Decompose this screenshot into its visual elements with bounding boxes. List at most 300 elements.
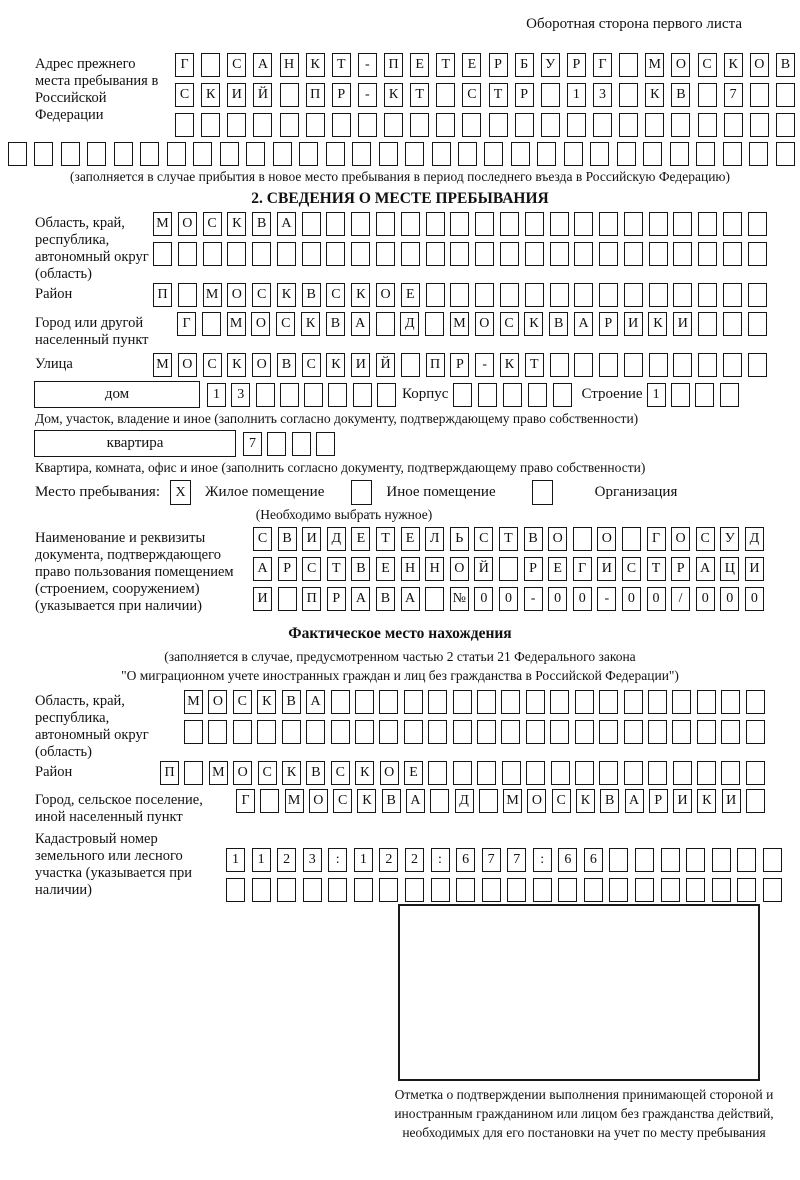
char-box[interactable]: : — [328, 848, 347, 872]
char-box[interactable]: С — [500, 312, 519, 336]
char-box[interactable]: И — [351, 353, 370, 377]
char-box[interactable] — [550, 720, 569, 744]
char-box[interactable] — [550, 242, 569, 266]
char-box[interactable]: И — [253, 587, 272, 611]
char-box[interactable] — [672, 690, 691, 714]
char-box[interactable]: М — [184, 690, 203, 714]
char-box[interactable]: С — [622, 557, 641, 581]
char-box[interactable] — [624, 283, 643, 307]
char-box[interactable] — [450, 212, 469, 236]
char-box[interactable] — [721, 720, 740, 744]
char-box[interactable] — [273, 142, 292, 166]
char-box[interactable]: В — [524, 527, 543, 551]
char-box[interactable]: Г — [573, 557, 592, 581]
char-box[interactable]: И — [597, 557, 616, 581]
char-box[interactable] — [256, 383, 275, 407]
char-box[interactable] — [376, 212, 395, 236]
char-box[interactable]: Т — [525, 353, 544, 377]
char-box[interactable]: К — [697, 789, 716, 813]
char-box[interactable]: К — [351, 283, 370, 307]
char-box[interactable] — [622, 527, 641, 551]
char-box[interactable]: Р — [599, 312, 618, 336]
char-box[interactable] — [140, 142, 159, 166]
char-box[interactable] — [203, 242, 222, 266]
char-box[interactable] — [299, 142, 318, 166]
char-box[interactable]: Р — [489, 53, 508, 77]
char-box[interactable] — [277, 242, 296, 266]
char-box[interactable]: - — [358, 53, 377, 77]
char-box[interactable] — [723, 283, 742, 307]
char-box[interactable] — [686, 878, 705, 902]
char-box[interactable]: Т — [327, 557, 346, 581]
char-box[interactable]: С — [227, 53, 246, 77]
char-box[interactable]: 0 — [548, 587, 567, 611]
char-box[interactable]: Г — [175, 53, 194, 77]
char-box[interactable]: 1 — [354, 848, 373, 872]
char-box[interactable] — [712, 878, 731, 902]
char-box[interactable]: А — [253, 557, 272, 581]
char-box[interactable] — [525, 212, 544, 236]
char-box[interactable]: Ц — [720, 557, 739, 581]
char-box[interactable] — [624, 690, 643, 714]
char-box[interactable]: / — [671, 587, 690, 611]
char-box[interactable] — [619, 53, 638, 77]
char-box[interactable]: В — [302, 283, 321, 307]
char-box[interactable] — [673, 283, 692, 307]
char-box[interactable] — [233, 720, 252, 744]
char-box[interactable] — [280, 113, 299, 137]
char-box[interactable] — [661, 878, 680, 902]
char-box[interactable] — [302, 212, 321, 236]
char-box[interactable]: О — [233, 761, 252, 785]
char-box[interactable] — [541, 83, 560, 107]
char-box[interactable]: В — [671, 83, 690, 107]
char-box[interactable] — [226, 878, 245, 902]
char-box[interactable]: Т — [376, 527, 395, 551]
char-box[interactable] — [619, 83, 638, 107]
char-box[interactable] — [227, 242, 246, 266]
char-box[interactable]: 2 — [405, 848, 424, 872]
char-box[interactable] — [776, 142, 795, 166]
char-box[interactable] — [550, 353, 569, 377]
char-box[interactable]: А — [306, 690, 325, 714]
char-box[interactable] — [502, 761, 521, 785]
char-box[interactable] — [645, 113, 664, 137]
char-box[interactable] — [477, 761, 496, 785]
char-box[interactable] — [167, 142, 186, 166]
char-box[interactable]: 0 — [499, 587, 518, 611]
char-box[interactable]: - — [524, 587, 543, 611]
char-box[interactable] — [723, 312, 742, 336]
char-box[interactable] — [425, 312, 444, 336]
char-box[interactable] — [428, 720, 447, 744]
char-box[interactable] — [489, 113, 508, 137]
char-box[interactable] — [720, 383, 739, 407]
char-box[interactable] — [404, 720, 423, 744]
char-box[interactable]: : — [431, 848, 450, 872]
char-box[interactable] — [260, 789, 279, 813]
char-box[interactable]: 1 — [226, 848, 245, 872]
char-box[interactable]: С — [698, 53, 717, 77]
char-box[interactable] — [477, 720, 496, 744]
char-box[interactable]: Т — [489, 83, 508, 107]
char-box[interactable]: И — [302, 527, 321, 551]
char-box[interactable]: М — [285, 789, 304, 813]
char-box[interactable] — [278, 587, 297, 611]
char-box[interactable]: 0 — [573, 587, 592, 611]
char-box[interactable]: Г — [177, 312, 196, 336]
char-box[interactable] — [624, 353, 643, 377]
char-box[interactable]: Т — [647, 557, 666, 581]
char-box[interactable] — [184, 761, 203, 785]
char-box[interactable] — [175, 113, 194, 137]
char-box[interactable]: К — [500, 353, 519, 377]
char-box[interactable]: П — [384, 53, 403, 77]
checkbox-inoe[interactable] — [351, 480, 372, 505]
char-box[interactable] — [648, 690, 667, 714]
char-box[interactable]: А — [625, 789, 644, 813]
char-box[interactable]: Р — [515, 83, 534, 107]
char-box[interactable] — [482, 878, 501, 902]
char-box[interactable]: Е — [401, 283, 420, 307]
char-box[interactable] — [303, 878, 322, 902]
char-box[interactable]: С — [258, 761, 277, 785]
char-box[interactable] — [698, 212, 717, 236]
char-box[interactable]: К — [645, 83, 664, 107]
char-box[interactable]: К — [648, 312, 667, 336]
char-box[interactable] — [431, 878, 450, 902]
char-box[interactable]: 0 — [745, 587, 764, 611]
char-box[interactable] — [450, 242, 469, 266]
char-box[interactable] — [697, 690, 716, 714]
char-box[interactable] — [267, 432, 286, 456]
char-box[interactable] — [723, 142, 742, 166]
char-box[interactable]: О — [671, 527, 690, 551]
char-box[interactable] — [553, 383, 572, 407]
char-box[interactable] — [428, 690, 447, 714]
char-box[interactable] — [475, 242, 494, 266]
checkbox-organizatsiya[interactable] — [532, 480, 553, 505]
char-box[interactable] — [292, 432, 311, 456]
char-box[interactable] — [619, 113, 638, 137]
char-box[interactable] — [477, 690, 496, 714]
char-box[interactable]: 2 — [379, 848, 398, 872]
char-box[interactable]: М — [227, 312, 246, 336]
char-box[interactable]: О — [252, 353, 271, 377]
char-box[interactable]: О — [227, 283, 246, 307]
char-box[interactable]: М — [450, 312, 469, 336]
char-box[interactable] — [499, 557, 518, 581]
char-box[interactable]: 7 — [507, 848, 526, 872]
char-box[interactable]: М — [153, 212, 172, 236]
char-box[interactable] — [648, 761, 667, 785]
char-box[interactable]: К — [301, 312, 320, 336]
char-box[interactable] — [405, 142, 424, 166]
char-box[interactable] — [746, 690, 765, 714]
char-box[interactable]: 6 — [456, 848, 475, 872]
char-box[interactable] — [379, 720, 398, 744]
char-box[interactable] — [404, 690, 423, 714]
char-box[interactable]: Т — [332, 53, 351, 77]
char-box[interactable] — [746, 761, 765, 785]
char-box[interactable] — [643, 142, 662, 166]
char-box[interactable] — [737, 848, 756, 872]
char-box[interactable] — [193, 142, 212, 166]
char-box[interactable]: К — [724, 53, 743, 77]
char-box[interactable] — [377, 383, 396, 407]
char-box[interactable]: Г — [236, 789, 255, 813]
char-box[interactable] — [304, 383, 323, 407]
char-box[interactable]: С — [175, 83, 194, 107]
char-box[interactable]: 0 — [696, 587, 715, 611]
char-box[interactable] — [776, 83, 795, 107]
char-box[interactable]: 2 — [277, 848, 296, 872]
char-box[interactable]: Т — [499, 527, 518, 551]
char-box[interactable] — [475, 212, 494, 236]
char-box[interactable]: О — [475, 312, 494, 336]
char-box[interactable] — [599, 353, 618, 377]
char-box[interactable]: К — [524, 312, 543, 336]
char-box[interactable]: 1 — [252, 848, 271, 872]
char-box[interactable] — [384, 113, 403, 137]
char-box[interactable]: Р — [671, 557, 690, 581]
char-box[interactable]: Н — [425, 557, 444, 581]
char-box[interactable] — [748, 353, 767, 377]
char-box[interactable] — [526, 761, 545, 785]
char-box[interactable]: М — [209, 761, 228, 785]
char-box[interactable] — [635, 848, 654, 872]
char-box[interactable]: Д — [327, 527, 346, 551]
char-box[interactable]: Д — [455, 789, 474, 813]
char-box[interactable]: Н — [401, 557, 420, 581]
char-box[interactable]: Р — [450, 353, 469, 377]
char-box[interactable] — [405, 878, 424, 902]
char-box[interactable] — [649, 353, 668, 377]
char-box[interactable]: К — [306, 53, 325, 77]
char-box[interactable] — [326, 212, 345, 236]
char-box[interactable] — [746, 789, 765, 813]
char-box[interactable] — [500, 242, 519, 266]
char-box[interactable] — [526, 690, 545, 714]
char-box[interactable]: О — [597, 527, 616, 551]
char-box[interactable] — [34, 142, 53, 166]
char-box[interactable] — [673, 242, 692, 266]
char-box[interactable] — [648, 720, 667, 744]
char-box[interactable]: 7 — [482, 848, 501, 872]
char-box[interactable]: К — [227, 212, 246, 236]
char-box[interactable] — [227, 113, 246, 137]
char-box[interactable]: С — [696, 527, 715, 551]
char-box[interactable]: К — [326, 353, 345, 377]
char-box[interactable] — [331, 720, 350, 744]
char-box[interactable]: С — [203, 212, 222, 236]
char-box[interactable] — [306, 720, 325, 744]
char-box[interactable] — [332, 113, 351, 137]
char-box[interactable] — [87, 142, 106, 166]
char-box[interactable] — [376, 242, 395, 266]
char-box[interactable]: Й — [253, 83, 272, 107]
char-box[interactable] — [302, 242, 321, 266]
char-box[interactable] — [316, 432, 335, 456]
char-box[interactable]: А — [574, 312, 593, 336]
char-box[interactable]: О — [251, 312, 270, 336]
char-box[interactable] — [763, 878, 782, 902]
char-box[interactable] — [501, 690, 520, 714]
char-box[interactable] — [355, 720, 374, 744]
char-box[interactable] — [537, 142, 556, 166]
char-box[interactable] — [500, 212, 519, 236]
char-box[interactable]: К — [355, 761, 374, 785]
char-box[interactable]: 0 — [622, 587, 641, 611]
char-box[interactable] — [599, 761, 618, 785]
char-box[interactable] — [593, 113, 612, 137]
house-type-box[interactable]: дом — [34, 381, 200, 408]
char-box[interactable] — [379, 878, 398, 902]
char-box[interactable] — [550, 212, 569, 236]
apartment-type-box[interactable]: квартира — [34, 430, 236, 457]
char-box[interactable]: Д — [400, 312, 419, 336]
char-box[interactable] — [574, 242, 593, 266]
char-box[interactable] — [208, 720, 227, 744]
char-box[interactable] — [306, 113, 325, 137]
char-box[interactable]: Р — [327, 587, 346, 611]
char-box[interactable]: Е — [404, 761, 423, 785]
char-box[interactable] — [661, 848, 680, 872]
char-box[interactable] — [599, 242, 618, 266]
char-box[interactable] — [649, 212, 668, 236]
char-box[interactable]: 7 — [243, 432, 262, 456]
char-box[interactable] — [670, 142, 689, 166]
char-box[interactable] — [649, 242, 668, 266]
char-box[interactable] — [428, 761, 447, 785]
char-box[interactable] — [253, 113, 272, 137]
char-box[interactable]: Р — [524, 557, 543, 581]
char-box[interactable]: К — [357, 789, 376, 813]
char-box[interactable] — [525, 242, 544, 266]
char-box[interactable]: В — [376, 587, 395, 611]
char-box[interactable] — [184, 720, 203, 744]
char-box[interactable]: 1 — [567, 83, 586, 107]
char-box[interactable]: 6 — [584, 848, 603, 872]
char-box[interactable] — [515, 113, 534, 137]
char-box[interactable] — [550, 690, 569, 714]
char-box[interactable] — [763, 848, 782, 872]
char-box[interactable] — [280, 83, 299, 107]
char-box[interactable]: А — [277, 212, 296, 236]
checkbox-zhiloe[interactable]: X — [170, 480, 191, 505]
char-box[interactable] — [501, 720, 520, 744]
char-box[interactable] — [507, 878, 526, 902]
char-box[interactable] — [525, 283, 544, 307]
char-box[interactable]: К — [384, 83, 403, 107]
char-box[interactable] — [436, 113, 455, 137]
char-box[interactable]: У — [720, 527, 739, 551]
char-box[interactable] — [178, 242, 197, 266]
char-box[interactable] — [737, 878, 756, 902]
char-box[interactable]: Е — [462, 53, 481, 77]
char-box[interactable]: Р — [278, 557, 297, 581]
char-box[interactable]: К — [576, 789, 595, 813]
char-box[interactable] — [599, 690, 618, 714]
char-box[interactable]: М — [503, 789, 522, 813]
char-box[interactable]: А — [351, 587, 370, 611]
char-box[interactable]: Е — [548, 557, 567, 581]
char-box[interactable] — [748, 283, 767, 307]
char-box[interactable]: С — [253, 527, 272, 551]
char-box[interactable] — [617, 142, 636, 166]
char-box[interactable] — [475, 283, 494, 307]
char-box[interactable]: 0 — [474, 587, 493, 611]
char-box[interactable] — [282, 720, 301, 744]
char-box[interactable]: И — [745, 557, 764, 581]
char-box[interactable] — [425, 587, 444, 611]
char-box[interactable] — [696, 142, 715, 166]
char-box[interactable]: - — [475, 353, 494, 377]
char-box[interactable] — [723, 242, 742, 266]
char-box[interactable] — [724, 113, 743, 137]
char-box[interactable] — [686, 848, 705, 872]
char-box[interactable]: К — [257, 690, 276, 714]
char-box[interactable]: О — [671, 53, 690, 77]
char-box[interactable] — [698, 283, 717, 307]
char-box[interactable] — [624, 761, 643, 785]
char-box[interactable] — [624, 212, 643, 236]
char-box[interactable] — [326, 142, 345, 166]
char-box[interactable] — [749, 142, 768, 166]
char-box[interactable]: И — [722, 789, 741, 813]
char-box[interactable]: С — [462, 83, 481, 107]
char-box[interactable] — [698, 242, 717, 266]
char-box[interactable]: О — [450, 557, 469, 581]
char-box[interactable]: Т — [410, 83, 429, 107]
char-box[interactable]: Е — [351, 527, 370, 551]
char-box[interactable]: О — [527, 789, 546, 813]
char-box[interactable]: Ь — [450, 527, 469, 551]
char-box[interactable]: С — [331, 761, 350, 785]
char-box[interactable]: П — [302, 587, 321, 611]
char-box[interactable]: К — [201, 83, 220, 107]
char-box[interactable]: П — [426, 353, 445, 377]
char-box[interactable]: С — [326, 283, 345, 307]
char-box[interactable] — [671, 113, 690, 137]
char-box[interactable] — [574, 353, 593, 377]
char-box[interactable]: С — [302, 557, 321, 581]
char-box[interactable]: Й — [376, 353, 395, 377]
char-box[interactable]: С — [474, 527, 493, 551]
char-box[interactable] — [599, 212, 618, 236]
char-box[interactable]: Г — [593, 53, 612, 77]
char-box[interactable] — [202, 312, 221, 336]
char-box[interactable] — [526, 720, 545, 744]
char-box[interactable] — [153, 242, 172, 266]
char-box[interactable]: К — [277, 283, 296, 307]
char-box[interactable]: 0 — [647, 587, 666, 611]
char-box[interactable] — [426, 242, 445, 266]
char-box[interactable] — [280, 383, 299, 407]
char-box[interactable]: Р — [567, 53, 586, 77]
char-box[interactable] — [353, 383, 372, 407]
char-box[interactable] — [351, 242, 370, 266]
char-box[interactable]: В — [326, 312, 345, 336]
char-box[interactable] — [584, 878, 603, 902]
char-box[interactable] — [712, 848, 731, 872]
char-box[interactable]: О — [208, 690, 227, 714]
char-box[interactable]: Н — [280, 53, 299, 77]
char-box[interactable] — [410, 113, 429, 137]
char-box[interactable] — [376, 312, 395, 336]
char-box[interactable] — [673, 212, 692, 236]
char-box[interactable] — [533, 878, 552, 902]
